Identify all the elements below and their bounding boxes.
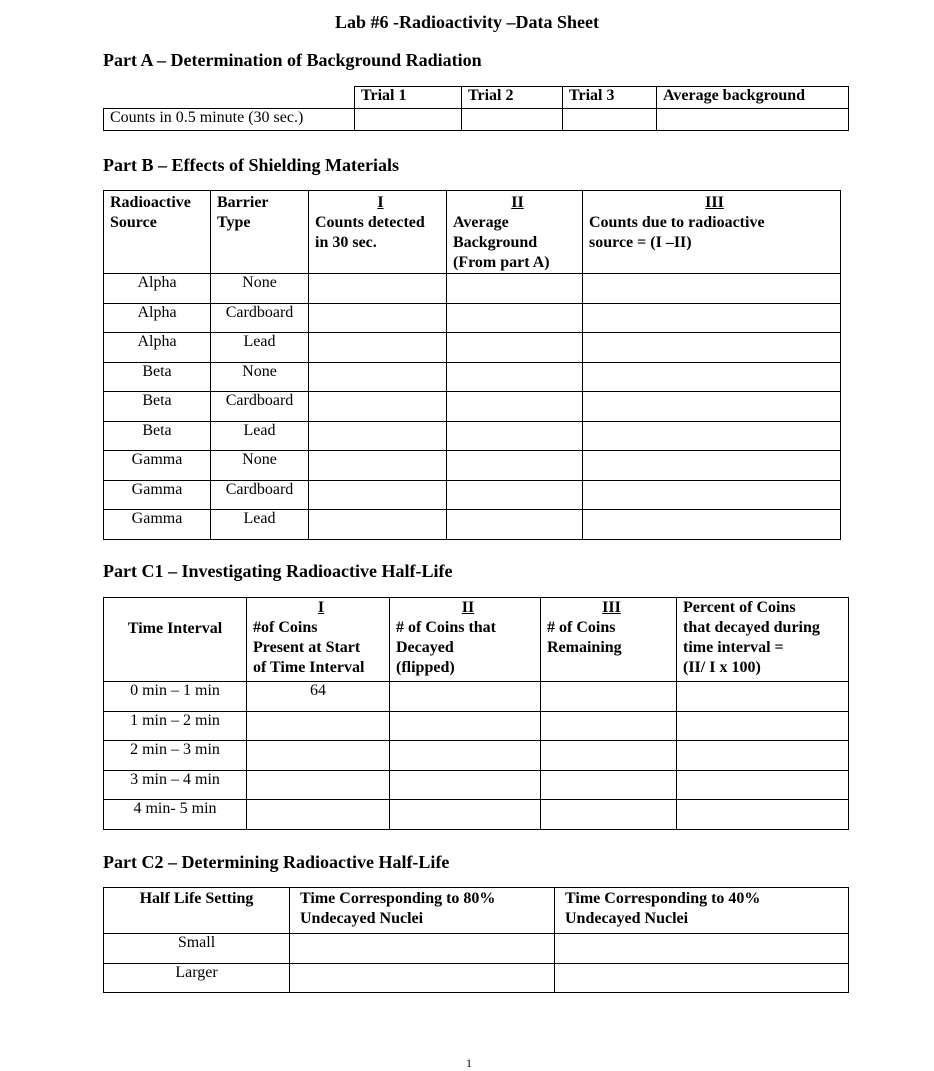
part-b-cell-i[interactable] xyxy=(309,303,447,333)
part-c1-header-i: I #of Coins Present at Start of Time Interval xyxy=(247,598,390,682)
part-b-source: Beta xyxy=(104,421,211,451)
part-c1-row xyxy=(104,682,849,712)
part-c1-interval: 4 min- 5 min xyxy=(104,800,247,830)
part-c1-interval: 3 min – 4 min xyxy=(104,770,247,800)
part-c1-coins[interactable] xyxy=(247,770,390,800)
part-b-cell-i[interactable] xyxy=(309,362,447,392)
part-a-cell-average[interactable] xyxy=(657,109,849,131)
part-b-cell-ii[interactable] xyxy=(447,303,583,333)
part-a-cell-trial3[interactable] xyxy=(563,109,657,131)
part-b-source: Alpha xyxy=(104,274,211,304)
part-a-header-trial1: Trial 1 xyxy=(355,87,462,109)
part-a-cell-trial2[interactable] xyxy=(462,109,563,131)
part-b-cell-ii[interactable] xyxy=(447,510,583,540)
part-a-header-trial3: Trial 3 xyxy=(563,87,657,109)
part-c1-table xyxy=(103,597,849,830)
part-b-cell-ii[interactable] xyxy=(447,362,583,392)
part-c1-row xyxy=(104,800,849,830)
part-b-cell-iii[interactable] xyxy=(583,362,841,392)
part-a-row-label: Counts in 0.5 minute (30 sec.) xyxy=(104,109,355,131)
part-b-cell-ii[interactable] xyxy=(447,451,583,481)
part-c1-cell-percent[interactable] xyxy=(677,770,849,800)
part-b-cell-iii[interactable] xyxy=(583,333,841,363)
part-b-cell-i[interactable] xyxy=(309,451,447,481)
part-c1-cell-percent[interactable] xyxy=(677,800,849,830)
part-c1-header-ii: II # of Coins that Decayed (flipped) xyxy=(390,598,541,682)
part-b-source: Gamma xyxy=(104,480,211,510)
part-c1-cell-ii[interactable] xyxy=(390,741,541,771)
part-a-cell-trial1[interactable] xyxy=(355,109,462,131)
part-c2-setting: Small xyxy=(104,934,290,964)
part-c1-cell-ii[interactable] xyxy=(390,800,541,830)
part-b-barrier: Cardboard xyxy=(211,392,309,422)
part-b-row xyxy=(104,421,841,451)
part-c1-cell-percent[interactable] xyxy=(677,711,849,741)
part-c1-header-percent: Percent of Coins that decayed during time interval = (II/ I x 100) xyxy=(677,598,849,682)
part-c2-table xyxy=(103,887,849,993)
part-c1-interval: 0 min – 1 min xyxy=(104,682,247,712)
part-b-cell-iii[interactable] xyxy=(583,510,841,540)
part-b-row xyxy=(104,510,841,540)
part-c1-header-iii: III # of Coins Remaining xyxy=(541,598,677,682)
part-c2-row xyxy=(104,934,849,964)
part-b-cell-ii[interactable] xyxy=(447,392,583,422)
part-c1-coins[interactable] xyxy=(247,741,390,771)
part-b-cell-iii[interactable] xyxy=(583,392,841,422)
part-b-row xyxy=(104,451,841,481)
part-c2-header-setting: Half Life Setting xyxy=(104,888,290,934)
part-b-barrier: None xyxy=(211,274,309,304)
part-a-header-trial2: Trial 2 xyxy=(462,87,563,109)
part-c1-interval: 1 min – 2 min xyxy=(104,711,247,741)
part-c1-heading: Part C1 – Investigating Radioactive Half-Life xyxy=(103,561,453,581)
part-b-header-i: I Counts detected in 30 sec. xyxy=(309,191,447,274)
part-b-cell-i[interactable] xyxy=(309,274,447,304)
part-c1-cell-iii[interactable] xyxy=(541,682,677,712)
part-c1-coins[interactable]: 64 xyxy=(247,682,390,712)
part-c2-setting: Larger xyxy=(104,963,290,993)
part-b-source: Gamma xyxy=(104,510,211,540)
part-c1-coins[interactable] xyxy=(247,711,390,741)
part-c1-cell-percent[interactable] xyxy=(677,682,849,712)
part-b-cell-i[interactable] xyxy=(309,421,447,451)
part-b-cell-iii[interactable] xyxy=(583,303,841,333)
part-c1-cell-iii[interactable] xyxy=(541,711,677,741)
part-b-source: Alpha xyxy=(104,303,211,333)
part-c1-row xyxy=(104,741,849,771)
part-b-barrier: Cardboard xyxy=(211,303,309,333)
part-c2-header-80: Time Corresponding to 80% Undecayed Nuclei xyxy=(290,888,555,934)
part-c1-coins[interactable] xyxy=(247,800,390,830)
part-b-cell-ii[interactable] xyxy=(447,274,583,304)
page-title: Lab #6 -Radioactivity –Data Sheet xyxy=(335,12,599,32)
part-c1-cell-iii[interactable] xyxy=(541,770,677,800)
part-b-cell-iii[interactable] xyxy=(583,274,841,304)
part-b-row xyxy=(104,333,841,363)
part-b-source: Alpha xyxy=(104,333,211,363)
part-c1-cell-ii[interactable] xyxy=(390,711,541,741)
part-b-source: Beta xyxy=(104,392,211,422)
part-b-source: Beta xyxy=(104,362,211,392)
part-b-heading: Part B – Effects of Shielding Materials xyxy=(103,155,399,175)
part-b-barrier: Lead xyxy=(211,510,309,540)
part-b-barrier: Lead xyxy=(211,421,309,451)
part-b-cell-i[interactable] xyxy=(309,510,447,540)
part-b-cell-ii[interactable] xyxy=(447,421,583,451)
part-b-cell-iii[interactable] xyxy=(583,451,841,481)
part-c1-cell-ii[interactable] xyxy=(390,682,541,712)
part-b-header-source: Radioactive Source xyxy=(104,191,211,274)
part-c1-cell-ii[interactable] xyxy=(390,770,541,800)
part-c1-header-time: Time Interval xyxy=(104,598,247,682)
part-b-cell-iii[interactable] xyxy=(583,480,841,510)
part-b-source: Gamma xyxy=(104,451,211,481)
part-b-cell-iii[interactable] xyxy=(583,421,841,451)
part-c2-cell-80[interactable] xyxy=(290,963,555,993)
part-a-table xyxy=(103,86,849,131)
part-c2-cell-80[interactable] xyxy=(290,934,555,964)
part-b-barrier: None xyxy=(211,362,309,392)
part-b-barrier: None xyxy=(211,451,309,481)
part-c1-cell-percent[interactable] xyxy=(677,741,849,771)
part-c1-cell-iii[interactable] xyxy=(541,741,677,771)
part-a-heading: Part A – Determination of Background Radiation xyxy=(103,50,482,70)
part-b-cell-ii[interactable] xyxy=(447,480,583,510)
part-c2-cell-40[interactable] xyxy=(555,934,849,964)
part-c2-row xyxy=(104,963,849,993)
part-a-header-average: Average background xyxy=(657,87,849,109)
part-c1-interval: 2 min – 3 min xyxy=(104,741,247,771)
part-b-cell-i[interactable] xyxy=(309,392,447,422)
part-b-barrier: Lead xyxy=(211,333,309,363)
part-b-row xyxy=(104,480,841,510)
part-c2-cell-40[interactable] xyxy=(555,963,849,993)
part-b-row xyxy=(104,274,841,304)
part-c2-header-40: Time Corresponding to 40% Undecayed Nuclei xyxy=(555,888,849,934)
part-b-row xyxy=(104,392,841,422)
page-number: 1 xyxy=(466,1056,472,1070)
part-b-row xyxy=(104,362,841,392)
part-c1-row xyxy=(104,770,849,800)
part-b-cell-ii[interactable] xyxy=(447,333,583,363)
part-b-cell-i[interactable] xyxy=(309,480,447,510)
part-c1-row xyxy=(104,711,849,741)
part-a-corner xyxy=(104,87,355,109)
part-b-header-ii: II Average Background (From part A) xyxy=(447,191,583,274)
part-c2-heading: Part C2 – Determining Radioactive Half-Life xyxy=(103,852,450,872)
part-b-header-iii: III Counts due to radioactive source = (I –II) xyxy=(583,191,841,274)
part-b-barrier: Cardboard xyxy=(211,480,309,510)
part-b-header-barrier: Barrier Type xyxy=(211,191,309,274)
part-b-table xyxy=(103,190,841,540)
part-b-cell-i[interactable] xyxy=(309,333,447,363)
part-b-row xyxy=(104,303,841,333)
part-c1-cell-iii[interactable] xyxy=(541,800,677,830)
